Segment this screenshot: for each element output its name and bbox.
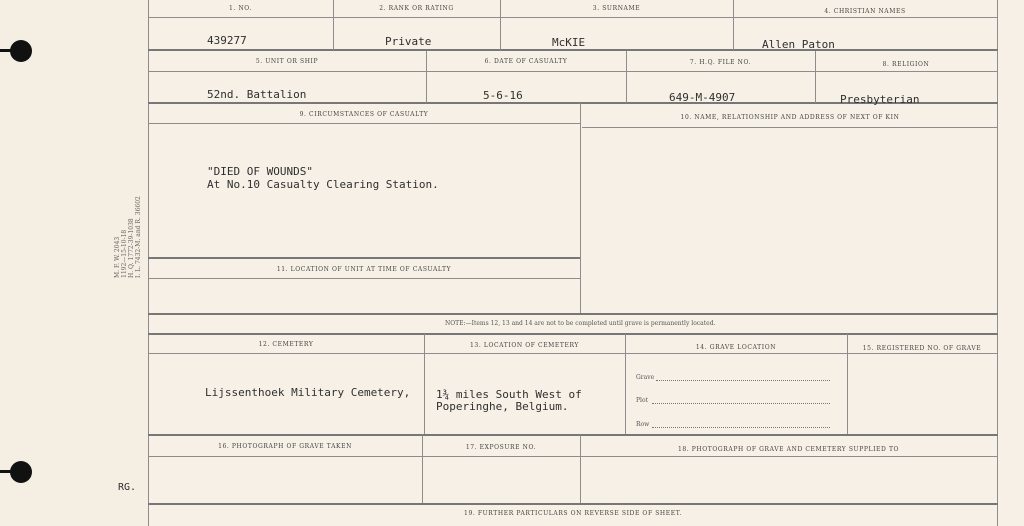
- row1-bottom-line: [148, 49, 998, 51]
- cemetery-location-line-2: Poperinghe, Belgium.: [436, 400, 569, 413]
- circumstances-line-1: "DIED OF WOUNDS": [207, 165, 313, 178]
- note-text: NOTE:—Items 12, 13 and 14 are not to be completed until grave is permanently located.: [445, 320, 716, 327]
- form-ref-line-2: 1192—15-10-18: [121, 229, 128, 278]
- form-right-border: [997, 0, 998, 526]
- punch-hole-top-tab: [0, 49, 14, 52]
- photo-supplied-label: 18. PHOTOGRAPH OF GRAVE AND CEMETERY SUPPLIED TO: [677, 446, 900, 453]
- further-particulars-label: 19. FURTHER PARTICULARS ON REVERSE SIDE OF SHEET.: [464, 510, 682, 517]
- unit-value: 52nd. Battalion: [207, 88, 307, 101]
- circumstances-line-2: At No.10 Casualty Clearing Station.: [207, 178, 439, 191]
- row3-header-line-right: [582, 127, 998, 128]
- form-ref-line-1: M. F. W. 2043: [114, 236, 121, 278]
- registered-no-label: 15. REGISTERED NO. OF GRAVE: [862, 345, 982, 352]
- row5-header-line: [148, 456, 998, 457]
- cemetery-location-label: 13. LOCATION OF CEMETERY: [470, 342, 579, 349]
- grave-dotted-line: [656, 380, 830, 382]
- unit-label: 5. UNIT OR SHIP: [255, 58, 319, 65]
- row5-bottom-line: [148, 503, 998, 505]
- row4-div-1: [424, 334, 425, 434]
- note-bottom-line: [148, 333, 998, 335]
- row1-header-line: [148, 17, 998, 18]
- grave-location-label: 14. GRAVE LOCATION: [695, 344, 777, 351]
- row3-header-line: [148, 123, 580, 124]
- service-number: 439277: [207, 34, 247, 47]
- next-of-kin-label: 10. NAME, RELATIONSHIP AND ADDRESS OF NEXT OF KIN: [680, 114, 900, 121]
- exposure-label: 17. EXPOSURE NO.: [465, 444, 537, 451]
- form-ref-line-3: H. Q. 1772-39-1038: [128, 218, 135, 278]
- photo-taken-label: 16. PHOTOGRAPH OF GRAVE TAKEN: [218, 443, 352, 450]
- surname-label: 3. SURNAME: [592, 5, 641, 12]
- plot-dotted-line: [652, 403, 830, 405]
- form-reference-note: [114, 196, 142, 278]
- hq-file-label: 7. H.Q. FILE NO.: [689, 59, 752, 66]
- row3-mid-line-2: [148, 278, 580, 279]
- row4-header-line: [148, 353, 998, 354]
- row-field-label: Row: [636, 421, 650, 428]
- rank-label: 2. RANK OR RATING: [379, 5, 454, 12]
- cemetery-location-line-1: 1¾ miles South West of: [436, 388, 582, 401]
- row2-div-3: [815, 51, 816, 103]
- row3-divider: [580, 103, 581, 314]
- row4-bottom-line: [148, 434, 998, 436]
- row2-header-line: [148, 71, 998, 72]
- location-unit-label: 11. LOCATION OF UNIT AT TIME OF CASUALTY: [276, 266, 452, 273]
- hq-file-value: 649-M-4907: [669, 91, 736, 104]
- row-dotted-line: [652, 427, 830, 429]
- surname-value: McKIE: [552, 36, 586, 49]
- christian-names-value: Allen Paton: [762, 38, 835, 51]
- no-label: 1. NO.: [229, 5, 252, 12]
- cemetery-label: 12. CEMETERY: [258, 341, 314, 348]
- punch-hole-bottom-tab: [0, 470, 14, 473]
- date-label: 6. DATE OF CASUALTY: [484, 58, 568, 65]
- row3-mid-line: [148, 257, 580, 259]
- date-value: 5-6-16: [483, 89, 523, 102]
- rg-mark: RG.: [118, 482, 137, 493]
- grave-field-label: Grave: [636, 374, 655, 381]
- religion-value: Presbyterian: [840, 93, 920, 106]
- circumstances-label: 9. CIRCUMSTANCES OF CASUALTY: [299, 111, 429, 118]
- plot-field-label: Plot: [636, 397, 648, 404]
- christian-names-label: 4. CHRISTIAN NAMES: [824, 8, 906, 15]
- rank-value: Private: [385, 35, 432, 48]
- religion-label: 8. RELIGION: [882, 61, 930, 68]
- form-ref-line-4: I. L. 7432-M. and R. 36602: [135, 196, 142, 278]
- row3-bottom-line: [148, 313, 998, 315]
- cemetery-value: Lijssenthoek Military Cemetery,: [205, 386, 411, 399]
